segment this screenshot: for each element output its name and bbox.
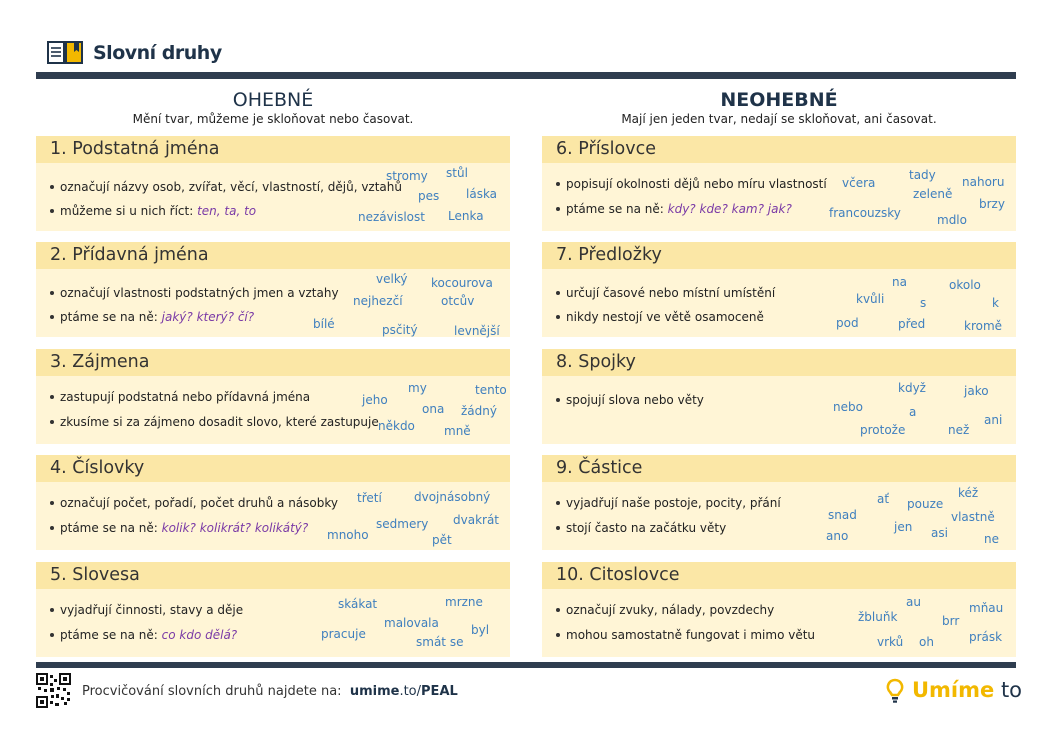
example-word: mnoho — [327, 528, 369, 542]
example-word: ona — [422, 402, 445, 416]
word-class-card — [542, 562, 1016, 657]
card-bullet — [50, 628, 237, 642]
bullet-text: stojí často na začátku věty — [566, 521, 727, 535]
footer-divider — [36, 662, 1016, 668]
card-bullet — [50, 204, 256, 218]
example-word: levnější — [454, 324, 500, 338]
card-bullet — [556, 393, 704, 407]
bullet-dot-icon — [556, 291, 560, 295]
example-word: ani — [984, 413, 1003, 427]
card-header — [36, 562, 510, 589]
bullet-dot-icon — [556, 182, 560, 186]
example-word: nahoru — [962, 175, 1005, 189]
card-header — [542, 349, 1016, 376]
example-word: asi — [931, 526, 948, 540]
bullet-text: popisují okolnosti dějů nebo míru vlastností — [566, 177, 827, 191]
example-word: pouze — [907, 497, 944, 511]
bullet-example: jaký? který? čí? — [161, 310, 255, 324]
bullet-text: mohou samostatně fungovat i mimo větu — [566, 628, 816, 642]
footer-text — [82, 684, 458, 699]
example-word: brzy — [979, 197, 1005, 211]
example-word: mdlo — [937, 213, 967, 227]
example-word: brr — [942, 614, 960, 628]
bullet-text: označují názvy osob, zvířat, věcí, vlastností, dějů, vztahů — [60, 180, 402, 194]
example-word: jako — [964, 384, 989, 398]
card-title: 8. Spojky — [556, 352, 636, 372]
example-word: včera — [842, 176, 876, 190]
example-word: kocourova — [431, 276, 493, 290]
example-word: okolo — [949, 278, 981, 292]
card-title: 5. Slovesa — [50, 565, 140, 585]
example-word: tady — [909, 168, 936, 182]
example-word: pes — [418, 189, 440, 203]
logo-suffix: to — [1000, 678, 1023, 702]
example-word: nezávislost — [358, 210, 425, 224]
footer-link-umime[interactable]: umime — [349, 684, 400, 699]
card-bullet — [50, 415, 379, 429]
card-bullet — [556, 202, 792, 216]
bullet-text: můžeme si u nich říct: — [60, 204, 198, 218]
bullet-dot-icon — [556, 526, 560, 530]
bullet-text: ptáme se na ně: — [60, 628, 162, 642]
bullet-text: označují vlastnosti podstatných jmen a vztahy — [60, 286, 339, 300]
example-word: dvakrát — [453, 513, 500, 527]
card-bullet — [50, 521, 308, 535]
example-word: pět — [432, 533, 452, 547]
example-word: stůl — [446, 166, 468, 180]
card-header — [36, 455, 510, 482]
example-word: žbluňk — [858, 610, 898, 624]
bullet-example: ten, ta, to — [197, 204, 257, 218]
card-title: 9. Částice — [556, 458, 643, 478]
card-bullet — [556, 496, 781, 510]
example-word: nebo — [833, 400, 863, 414]
example-word: na — [892, 275, 907, 289]
footer-label: Procvičování slovních druhů najdete na: — [82, 684, 342, 699]
bullet-text: zkusíme si za zájmeno dosadit slovo, které zastupuje — [60, 415, 379, 429]
example-word: smát se — [416, 635, 464, 649]
book-icon — [47, 40, 83, 66]
word-class-card — [542, 136, 1016, 231]
card-title: 4. Číslovky — [50, 458, 145, 478]
footer-link-code[interactable]: PEAL — [421, 684, 458, 699]
example-word: před — [898, 317, 926, 331]
example-word: psčitý — [382, 323, 418, 337]
card-title: 6. Příslovce — [556, 139, 656, 159]
card-bullet — [50, 496, 338, 510]
bullet-text: označují zvuky, nálady, povzdechy — [566, 603, 775, 617]
bullet-text: ptáme se na ně: — [60, 310, 162, 324]
bullet-dot-icon — [556, 315, 560, 319]
bullet-dot-icon — [50, 526, 54, 530]
card-title: 3. Zájmena — [50, 352, 150, 372]
example-word: otcův — [441, 294, 475, 308]
example-word: au — [906, 595, 921, 609]
example-word: malovala — [384, 616, 439, 630]
card-bullet — [50, 390, 310, 404]
card-title: 7. Předložky — [556, 245, 662, 265]
bullet-dot-icon — [556, 207, 560, 211]
card-bullet — [556, 310, 764, 324]
bullet-text: vyjadřují naše postoje, pocity, přání — [566, 496, 781, 510]
card-body — [542, 376, 1016, 444]
word-class-card — [542, 242, 1016, 337]
example-word: žádný — [461, 404, 497, 418]
bullet-example: kolik? kolikrát? kolikátý? — [161, 521, 309, 535]
bullet-dot-icon — [50, 291, 54, 295]
card-header — [542, 562, 1016, 589]
bullet-dot-icon — [50, 209, 54, 213]
card-bullet — [50, 286, 339, 300]
card-header — [36, 242, 510, 269]
bullet-text: ptáme se na ně: — [566, 202, 668, 216]
bullet-example: kdy? kde? kam? jak? — [667, 202, 792, 216]
bullet-dot-icon — [556, 501, 560, 505]
bullet-dot-icon — [50, 395, 54, 399]
example-word: jen — [894, 520, 913, 534]
example-word: ano — [826, 529, 849, 543]
card-header — [542, 455, 1016, 482]
example-word: nejhezčí — [353, 294, 403, 308]
card-header — [36, 136, 510, 163]
example-word: láska — [466, 187, 498, 201]
example-word: ať — [877, 492, 890, 506]
example-word: vlastně — [951, 510, 995, 524]
word-class-card — [36, 455, 510, 550]
bullet-dot-icon — [50, 185, 54, 189]
example-word: snad — [828, 508, 857, 522]
bullet-text: ptáme se na ně: — [60, 521, 162, 535]
example-word: vrků — [877, 635, 904, 649]
footer-link-domain[interactable]: .to/ — [399, 684, 422, 699]
example-word: velký — [376, 272, 408, 286]
example-word: někdo — [378, 419, 415, 433]
logo-main: Umíme — [912, 678, 995, 702]
card-title: 2. Přídavná jména — [50, 245, 209, 265]
word-class-card — [36, 562, 510, 657]
example-word: Lenka — [448, 209, 484, 223]
example-word: mňau — [969, 601, 1004, 615]
column-subtitle-neohebne: Mají jen jeden tvar, nedají se skloňovat, ani časovat. — [621, 112, 937, 126]
example-word: protože — [860, 423, 906, 437]
example-word: kéž — [958, 486, 979, 500]
bullet-text: vyjadřují činnosti, stavy a děje — [60, 603, 244, 617]
example-word: kromě — [964, 319, 1003, 333]
example-word: s — [920, 296, 927, 310]
bullet-dot-icon — [50, 420, 54, 424]
example-word: mrzne — [445, 595, 483, 609]
bullet-dot-icon — [50, 315, 54, 319]
example-word: skákat — [338, 597, 378, 611]
example-word: mně — [444, 424, 471, 438]
bullet-text: spojují slova nebo věty — [566, 393, 704, 407]
bullet-dot-icon — [50, 633, 54, 637]
column-title-neohebne: NEOHEBNÉ — [720, 89, 838, 111]
example-word: když — [898, 381, 926, 395]
example-word: stromy — [386, 169, 428, 183]
example-word: oh — [919, 635, 934, 649]
bullet-text: nikdy nestojí ve větě osamoceně — [566, 310, 764, 324]
bullet-dot-icon — [50, 608, 54, 612]
example-word: zeleně — [913, 187, 953, 201]
header-divider — [36, 72, 1016, 79]
example-word: pracuje — [321, 627, 366, 641]
qr-code-icon — [36, 673, 71, 708]
bullet-dot-icon — [556, 608, 560, 612]
example-word: sedmery — [376, 517, 429, 531]
card-bullet — [556, 603, 774, 617]
card-body — [542, 269, 1016, 337]
word-class-card — [36, 136, 510, 231]
card-title: 1. Podstatná jména — [50, 139, 220, 159]
example-word: k — [992, 296, 999, 310]
example-word: francouzsky — [829, 206, 901, 220]
example-word: my — [408, 381, 427, 395]
bullet-dot-icon — [556, 398, 560, 402]
example-word: byl — [471, 623, 490, 637]
word-class-card — [36, 242, 510, 337]
example-word: dvojnásobný — [414, 490, 491, 504]
card-bullet — [50, 180, 402, 194]
example-word: kvůli — [856, 292, 885, 306]
bullet-text: označují počet, pořadí, počet druhů a násobky — [60, 496, 338, 510]
card-header — [36, 349, 510, 376]
bullet-text: zastupují podstatná nebo přídavná jména — [60, 390, 311, 404]
example-word: a — [909, 405, 917, 419]
example-word: třetí — [357, 491, 382, 505]
card-bullet — [556, 286, 775, 300]
card-title: 10. Citoslovce — [556, 565, 680, 585]
word-class-card — [542, 349, 1016, 444]
word-class-card — [542, 455, 1016, 550]
example-word: bílé — [313, 317, 335, 331]
umime-logo[interactable] — [912, 678, 1022, 702]
example-word: pod — [836, 316, 859, 330]
example-word: tento — [475, 383, 507, 397]
card-bullet — [50, 603, 243, 617]
example-word: prásk — [969, 630, 1003, 644]
card-bullet — [556, 628, 815, 642]
bullet-dot-icon — [556, 633, 560, 637]
example-word: než — [948, 423, 970, 437]
bullet-dot-icon — [50, 501, 54, 505]
card-header — [542, 242, 1016, 269]
card-header — [542, 136, 1016, 163]
lightbulb-icon — [886, 678, 904, 704]
bullet-text: určují časové nebo místní umístění — [566, 286, 776, 300]
word-class-card — [36, 349, 510, 444]
column-subtitle-ohebne: Mění tvar, můžeme je skloňovat nebo časovat. — [132, 112, 414, 126]
example-word: jeho — [362, 393, 388, 407]
page-title: Slovní druhy — [93, 42, 222, 64]
example-word: ne — [984, 532, 999, 546]
card-bullet — [556, 177, 827, 191]
card-bullet — [50, 310, 254, 324]
card-bullet — [556, 521, 726, 535]
bullet-example: co kdo dělá? — [161, 628, 238, 642]
column-title-ohebne: OHEBNÉ — [232, 89, 314, 111]
